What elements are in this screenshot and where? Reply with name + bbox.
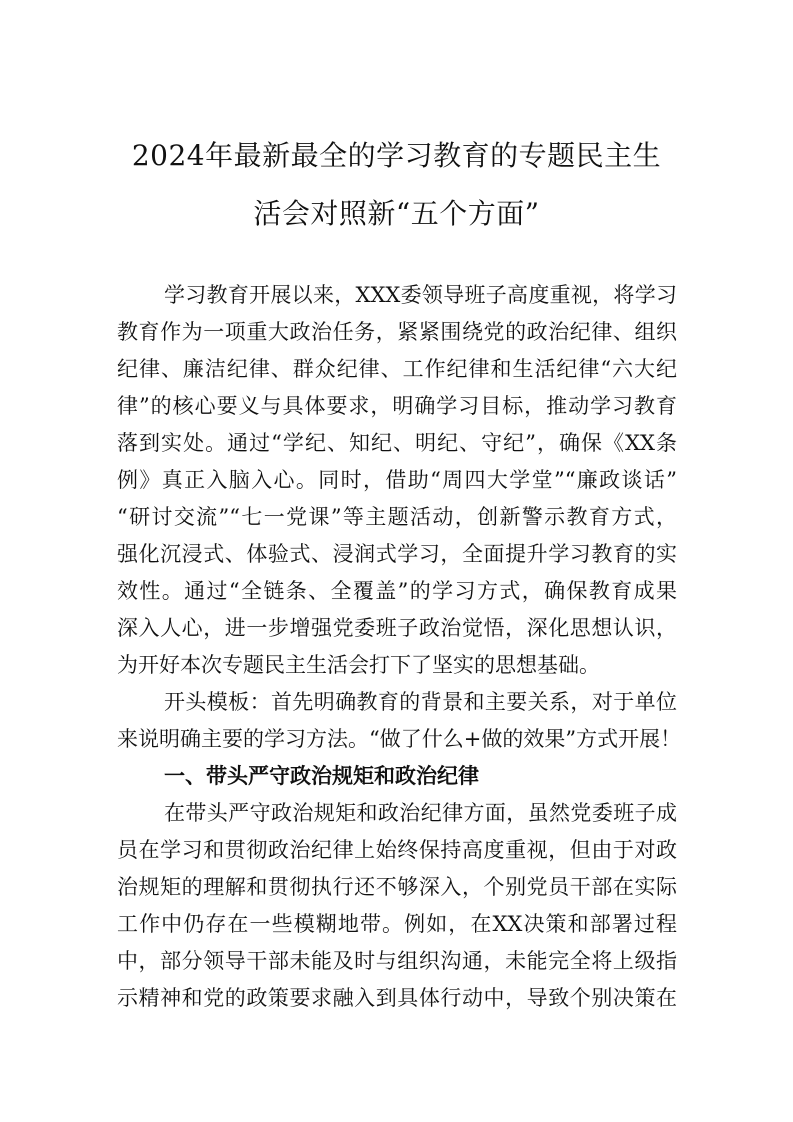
paragraph-1-line-2: 教育作为一项重大政治任务，紧紧围绕党的政治纪律、组织 (117, 320, 677, 344)
paragraph-3-line-6: 示精神和党的政策要求融入到具体行动中，导致个别决策在 (117, 986, 677, 1010)
paragraph-1-line-7: “研讨交流”“七一党课”等主题活动，创新警示教育方式， (117, 505, 677, 529)
paragraph-1-line-3: 纪律、廉洁纪律、群众纪律、工作纪律和生活纪律“六大纪 (117, 357, 677, 381)
paragraph-3-line-3: 治规矩的理解和贯彻执行还不够深入，个别党员干部在实际 (117, 875, 677, 899)
paragraph-1-line-11: 为开好本次专题民主生活会打下了坚实的思想基础。 (117, 653, 600, 677)
section-heading-1: 一、带头严守政治规矩和政治纪律 (164, 764, 479, 788)
paragraph-1-line-4: 律”的核心要义与具体要求，明确学习目标，推动学习教育 (117, 394, 677, 418)
paragraph-2-line-2: 来说明确主要的学习方法。“做了什么+做的效果”方式开展！ (117, 727, 682, 751)
paragraph-3-line-5: 中，部分领导干部未能及时与组织沟通，未能完全将上级指 (117, 949, 677, 973)
paragraph-1-line-5: 落到实处。通过“学纪、知纪、明纪、守纪”，确保《XX条 (117, 431, 677, 455)
document-title-line-1: 2024年最新最全的学习教育的专题民主生 (131, 139, 662, 172)
paragraph-1-line-1: 学习教育开展以来，XXX委领导班子高度重视，将学习 (164, 283, 677, 307)
paragraph-3-line-4: 工作中仍存在一些模糊地带。例如，在XX决策和部署过程 (117, 912, 677, 936)
paragraph-2-line-1: 开头模板：首先明确教育的背景和主要关系，对于单位 (164, 690, 677, 714)
paragraph-1-line-8: 强化沉浸式、体验式、浸润式学习，全面提升学习教育的实 (117, 542, 677, 566)
paragraph-1-line-9: 效性。通过“全链条、全覆盖”的学习方式，确保教育成果 (117, 579, 677, 603)
paragraph-1-line-6: 例》真正入脑入心。同时，借助“周四大学堂”“廉政谈话” (117, 468, 677, 492)
document-title-line-2: 活会对照新“五个方面” (253, 197, 540, 230)
paragraph-3-line-2: 员在学习和贯彻政治纪律上始终保持高度重视，但由于对政 (117, 838, 677, 862)
paragraph-1-line-10: 深入人心，进一步增强党委班子政治觉悟，深化思想认识， (117, 616, 677, 640)
paragraph-3-line-1: 在带头严守政治规矩和政治纪律方面，虽然党委班子成 (164, 801, 677, 825)
